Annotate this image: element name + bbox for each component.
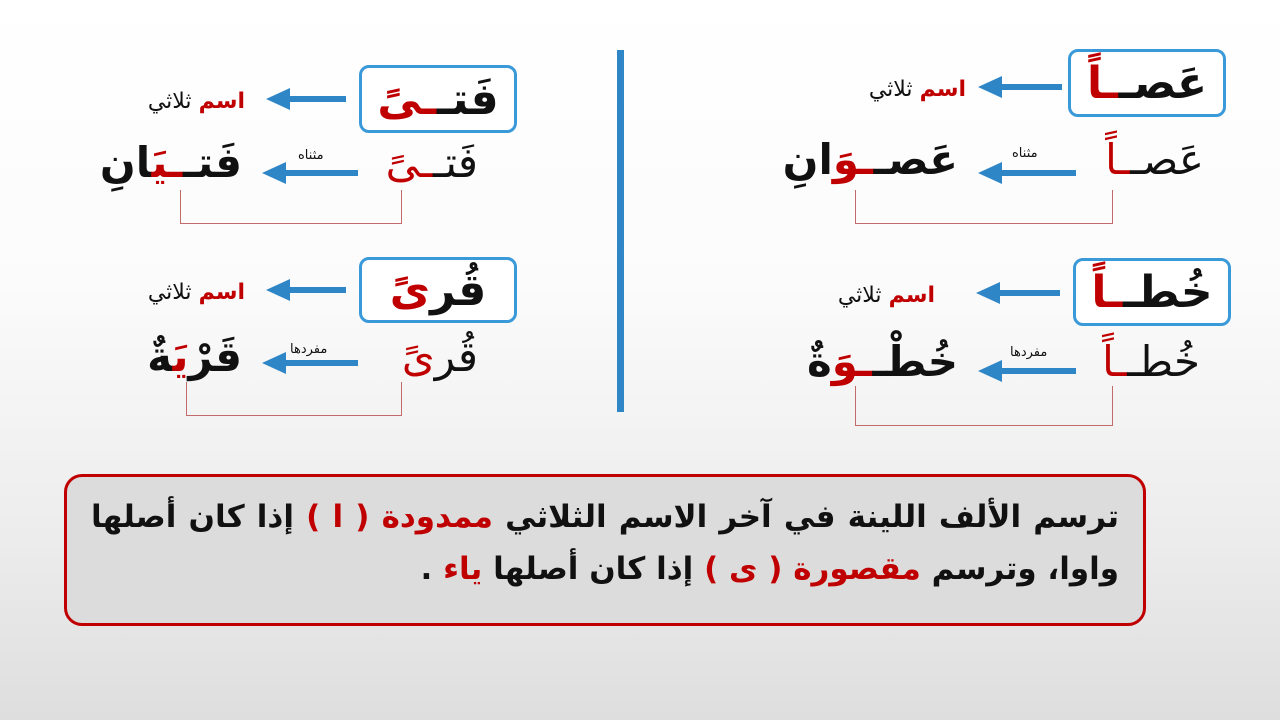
derived-word-qarya: قَرْيَةٌ — [147, 332, 242, 381]
box-word-qura: قُرىً — [389, 264, 487, 316]
relation-label-asa: مثناه — [1012, 146, 1038, 161]
word-box-fata — [359, 65, 517, 133]
word-box-asa — [1068, 49, 1226, 117]
box-word-fata: فَتــىً — [377, 73, 499, 125]
relation-label-qura: مفردها — [290, 342, 328, 357]
base-word-qura: قُرىً — [401, 332, 478, 381]
label-asa: اسم ثلاثي — [868, 77, 966, 102]
bracket-line — [186, 382, 402, 416]
rule-box: ترسم الألف اللينة في آخر الاسم الثلاثي ممدودة ( ا ) إذا كان أصلها واوا، وترسم مقصورة ( ى ) إذا كان أصلها ياء . — [64, 474, 1146, 626]
label-qura: اسم ثلاثي — [147, 280, 245, 305]
arrow-left-icon — [976, 280, 1060, 306]
bracket-line — [180, 190, 402, 224]
box-word-asa: عَصــاً — [1087, 57, 1208, 109]
base-word-khuta: خُطــاً — [1102, 337, 1200, 386]
box-word-khuta: خُطــاً — [1091, 266, 1213, 318]
derived-word-fatayan: فَتــيَانِ — [99, 138, 242, 187]
label-fata: اسم ثلاثي — [147, 89, 245, 114]
arrow-left-icon — [978, 74, 1062, 100]
base-word-fata: فَتــىً — [385, 138, 478, 187]
bracket-line — [855, 190, 1113, 224]
derived-word-khutwa: خُطْــوَةٌ — [806, 337, 958, 386]
bracket-line — [855, 386, 1113, 426]
word-box-qura — [359, 257, 517, 323]
arrow-left-icon — [266, 277, 346, 303]
arrow-left-icon — [978, 358, 1076, 384]
arrow-left-icon — [262, 350, 358, 376]
derived-word-asawan: عَصــوَانِ — [782, 135, 958, 184]
arrow-left-icon — [262, 160, 358, 186]
arrow-left-icon — [266, 86, 346, 112]
relation-label-khuta: مفردها — [1010, 345, 1048, 360]
label-khuta: اسم ثلاثي — [837, 283, 935, 308]
word-box-khuta — [1073, 258, 1231, 326]
column-divider — [617, 50, 624, 412]
base-word-asa: عَصــاً — [1105, 135, 1204, 184]
relation-label-fata: مثناه — [298, 148, 324, 163]
arrow-left-icon — [978, 160, 1076, 186]
